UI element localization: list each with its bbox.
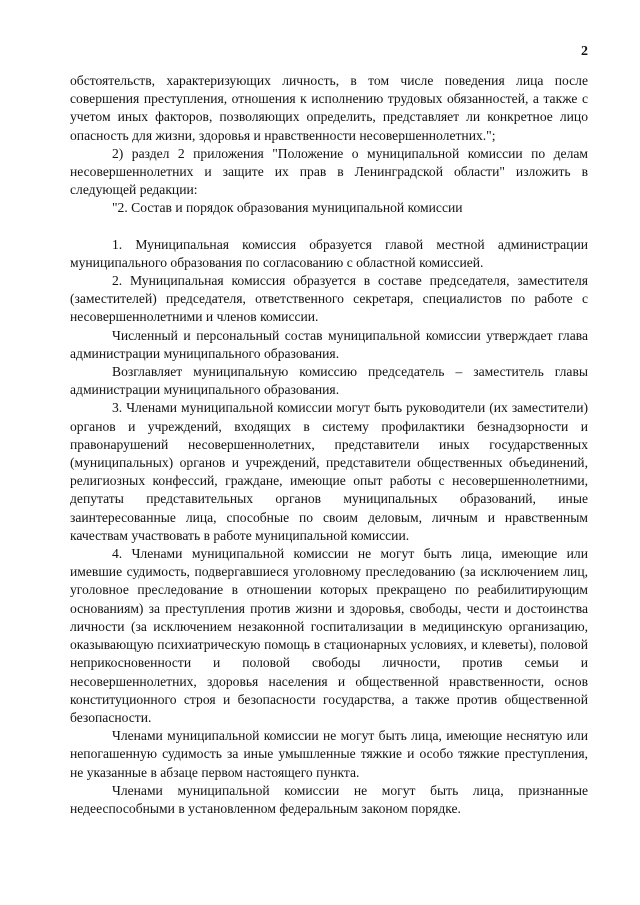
paragraph-section-2-amendment: 2) раздел 2 приложения "Положение о муниципальной комиссии по делам несовершеннолетних и защите их прав в Ленинградской области" изложить в следующей редакции:	[70, 145, 588, 198]
paragraph-item-1: 1. Муниципальная комиссия образуется главой местной администрации муниципального образования по согласованию с областной комиссией.	[70, 236, 588, 270]
paragraph-item-2-composition: Численный и персональный состав муниципальной комиссии утверждает глава администрации муниципального образования.	[70, 327, 588, 361]
paragraph-item-2: 2. Муниципальная комиссия образуется в составе председателя, заместителя (заместителей) председателя, ответственного секретаря, специалистов по работе с несовершеннолетними и членов комиссии.	[70, 273, 588, 325]
document-body	[70, 72, 588, 818]
paragraph-item-2-chair: Возглавляет муниципальную комиссию председатель – заместитель главы администрации муниципального образования.	[70, 364, 588, 398]
paragraph-continuation: обстоятельств, характеризующих личность, в том числе поведения лица после совершения преступления, отношения к исполнению трудовых обязанностей, а также с учетом иных факторов, позволяющих определить, представляет ли конкретное лицо опасность для жизни, здоровья и нравственности несовершеннолетних.";	[70, 73, 588, 143]
page-number: 2	[581, 44, 588, 59]
paragraph-item-4-incapacity: Членами муниципальной комиссии не могут быть лица, признанные недееспособными в установленном федеральным законом порядке.	[70, 782, 588, 816]
section-heading: "2. Состав и порядок образования муниципальной комиссии	[112, 200, 463, 216]
spacer	[70, 218, 588, 236]
paragraph-item-3: 3. Членами муниципальной комиссии могут быть руководители (их заместители) органов и учреждений, входящих в систему профилактики безнадзорности и правонарушений несовершеннолетних, представители иных государственных (муниципальных) органов и учреждений, представители общественных объединений, религиозных конфессий, граждане, имеющие опыт работы с несовершеннолетними, депутаты представительных органов муниципальных образований, иные заинтересованные лица, способные по своим деловым, личным и нравственным качествам участвовать в работе муниципальной комиссии.	[70, 400, 588, 543]
paragraph-item-4: 4. Членами муниципальной комиссии не могут быть лица, имеющие или имевшие судимость, подвергавшиеся уголовному преследованию (за исключением лиц, уголовное преследование в отношении которых прекращено по реабилитирующим основаниям) за преступления против жизни и здоровья, свободы, чести и достоинства личности (за исключением незаконной госпитализации в медицинскую организацию, оказывающую психиатрическую помощь в стационарных условиях, и клеветы), половой неприкосновенности и половой свободы личности, против семьи и несовершеннолетних, здоровья населения и общественной нравственности, основ конституционного строя и безопасности государства, а также против общественной безопасности.	[70, 546, 588, 725]
paragraph-item-4-criminal-record: Членами муниципальной комиссии не могут быть лица, имеющие неснятую или непогашенную судимость за иные умышленные тяжкие и особо тяжкие преступления, не указанные в абзаце первом настоящего пункта.	[70, 728, 588, 780]
